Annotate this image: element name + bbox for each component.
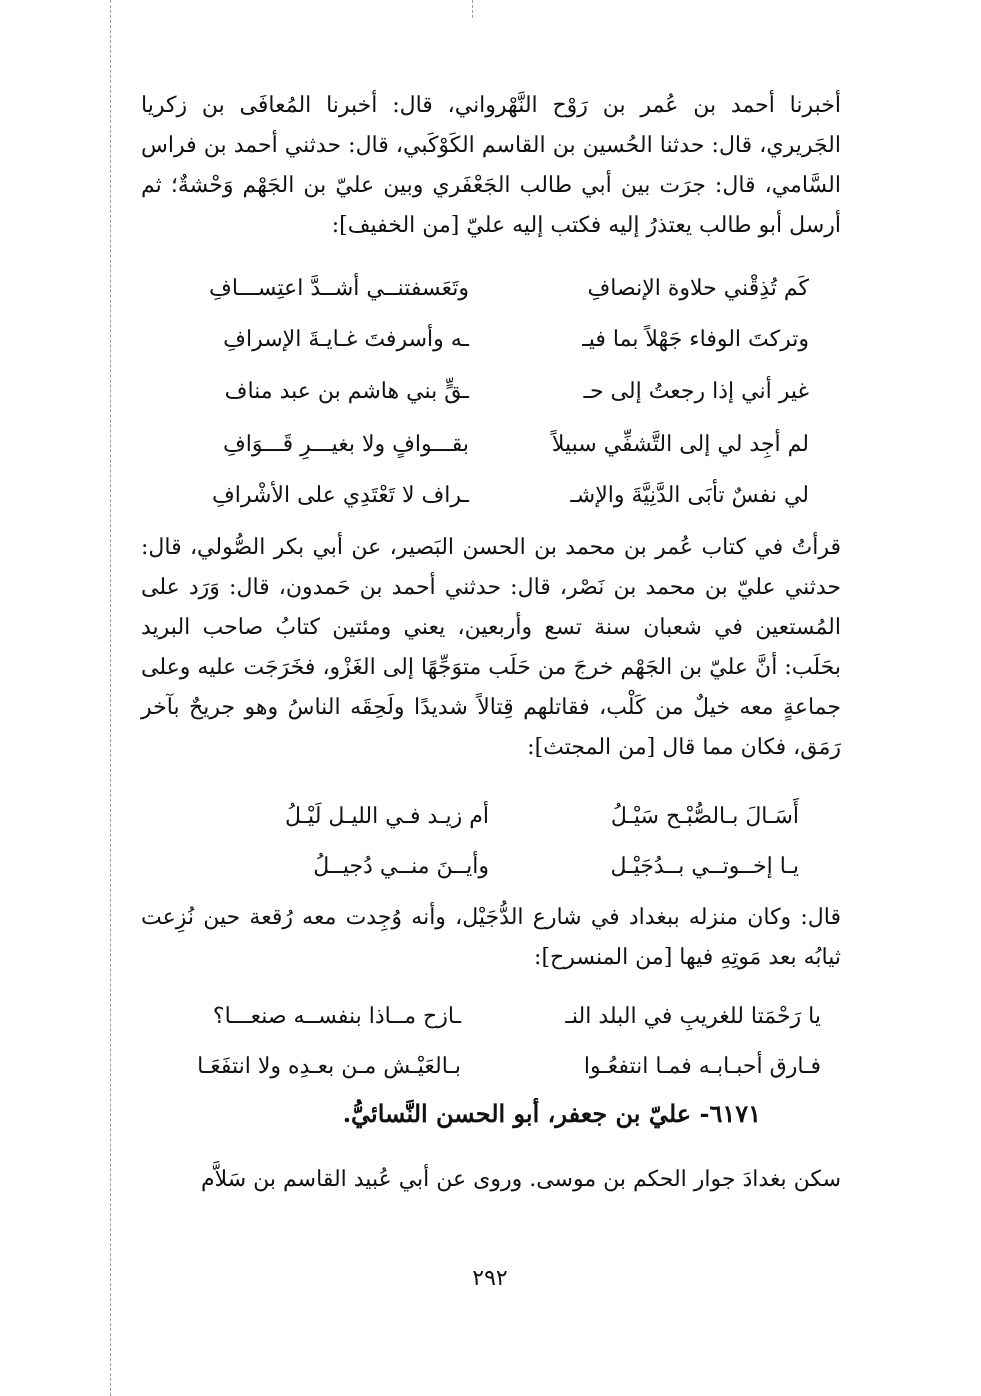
verse-second-hemistich: ـه وأسرفتَ غـايـةَ الإسرافِ — [223, 327, 469, 352]
paragraph-isnad-1: أخبرنا أحمد بن عُمر بن رَوْح النَّهْرواني، قال: أخبرنا المُعافَى بن زكريا الجَريري، قال: حدثنا الحُسين بن القاسم الكَوْكَبي، قال: حدثني أحمد بن فراس السَّامي، قال: جرَت بين أبي طالب الجَعْفَري وبين عليّ بن الجَهْم وَحْشةٌ؛ ثم أرسل أبو طالب يعتذرُ إليه فكتب إليه عليّ [من الخفيف]: — [141, 93, 841, 238]
verse-line — [169, 262, 809, 316]
verse-first-hemistich: فـارق أحبـابـه فمـا انتفعُـوا — [583, 1054, 821, 1079]
verse-line — [131, 990, 821, 1044]
verse-first-hemistich: لي نفسٌ تأبَى الدَّنِيَّةَ والإشـ — [570, 483, 809, 508]
paragraph-narration: قال: وكان منزله ببغداد في شارع الدُّجَيْل، وأنه وُجِدت معه رُقعة حين نُزِعت ثيابُه بعد مَوتِهِ فيها [من المنسرح]: — [141, 905, 841, 970]
paragraph-entry-body: سكن بغدادَ جوار الحكم بن موسى. وروى عن أبي عُبيد القاسم بن سَلاَّم — [201, 1167, 841, 1192]
verse-first-hemistich: يا رَحْمَتا للغريبِ في البلد النـ — [565, 1004, 821, 1029]
verse-second-hemistich: ـراف لا تَعْتَدِي على الأشْرافِ — [211, 483, 469, 508]
scan-top-mark — [472, 0, 473, 18]
verse-line — [169, 313, 809, 367]
verse-first-hemistich: وتركتَ الوفاء جَهْلاً بما فيـ — [582, 327, 809, 352]
paragraph-isnad-2: قرأتُ في كتاب عُمر بن محمد بن الحسن البَصير، عن أبي بكر الصُّولي، قال: حدثني عليّ بن محمد بن نَصْر، قال: حدثني أحمد بن حَمدون، قال: وَرَد على المُستعين في شعبان سنة تسع وأربعين، يعني ومئتين كتابُ صاحب البريد بحَلَب: أنَّ عليّ بن الجَهْم خرجَ من حَلَب متوَجِّهًا إلى الغَزْو، فخَرَجَت عليه وعلى جماعةٍ معه خيلٌ من كَلْب، فقاتلهم قِتالاً شديدًا ولَحِقَه الناسُ وهو جريحٌ بآخر رَمَق، فكان مما قال [من المجتث]: — [141, 535, 841, 760]
verse-second-hemistich: أم زيـد فـي الليـل لَيْـلُ — [284, 804, 489, 829]
scan-margin-line — [110, 0, 111, 1396]
page-number: ٢٩٢ — [472, 1266, 508, 1291]
verse-second-hemistich: بقـــوافٍ ولا بغيـــرِ قَـــوَافِ — [222, 432, 469, 457]
verse-second-hemistich: وأيــنَ منــي دُجيــلُ — [313, 854, 489, 879]
verse-second-hemistich: وتَعَسفتنــي أشــدَّ اعتِســـافِ — [209, 276, 469, 301]
verse-line — [169, 469, 809, 523]
verse-first-hemistich: كَم تُذِقْني حلاوة الإنصافِ — [587, 276, 809, 301]
verse-first-hemistich: أَسَـالَ بـالصُّبْـح سَيْـلُ — [610, 804, 799, 829]
verse-second-hemistich: ـازح مــاذا بنفســه صنعـــا؟ — [212, 1004, 461, 1029]
verse-first-hemistich: لم أجِد لي إلى التَّشفِّي سبيلاً — [551, 432, 809, 457]
verse-second-hemistich: ـقٍّ بني هاشم بن عبد مناف — [224, 379, 469, 404]
verse-line — [131, 1040, 821, 1094]
verse-first-hemistich: يـا إخــوتــي بــدُجَيْـل — [610, 854, 799, 879]
verse-line — [169, 790, 809, 844]
verse-line — [169, 418, 809, 472]
verse-line — [169, 840, 809, 894]
verse-line — [169, 365, 809, 419]
entry-heading: ٦١٧١- عليّ بن جعفر، أبو الحسن النَّسائيُّ. — [342, 1099, 761, 1128]
verse-first-hemistich: غير أني إذا رجعتُ إلى حـ — [583, 379, 809, 404]
verse-second-hemistich: بـالعَيْـش مـن بعـدِه ولا انتفَعَـا — [197, 1054, 461, 1079]
